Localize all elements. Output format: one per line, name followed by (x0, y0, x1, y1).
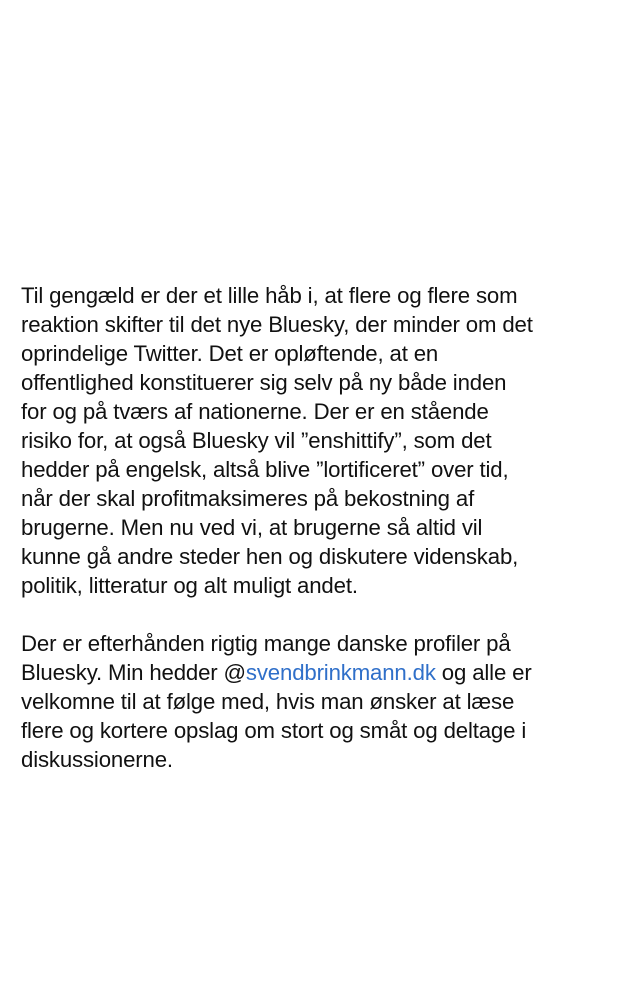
text-line: flere og kortere opslag om stort og småt og deltage i (21, 718, 527, 743)
text-line: diskussionerne. (21, 747, 173, 772)
text-segment: Bluesky. Min hedder @ (21, 660, 246, 685)
text-line: når der skal profitmaksimeres på bekostning af (21, 486, 475, 511)
text-line: for og på tværs af nationerne. Der er en stående (21, 399, 489, 424)
text-line: oprindelige Twitter. Det er opløftende, at en (21, 341, 439, 366)
text-line: reaktion skifter til det nye Bluesky, der minder om det (21, 312, 533, 337)
text-line: velkomne til at følge med, hvis man ønsker at læse (21, 689, 515, 714)
profile-link[interactable]: svendbrinkmann.dk (245, 660, 436, 685)
text-segment: og alle er (435, 660, 532, 685)
text-line-with-link (21, 658, 621, 687)
paragraph-2 (21, 629, 621, 774)
paragraph-1 (21, 281, 621, 600)
article-body (21, 281, 621, 774)
text-line: brugerne. Men nu ved vi, at brugerne så altid vil (21, 515, 483, 540)
text-line: politik, litteratur og alt muligt andet. (21, 573, 358, 598)
text-line: kunne gå andre steder hen og diskutere videnskab, (21, 544, 519, 569)
text-line: Der er efterhånden rigtig mange danske profiler på (21, 631, 511, 656)
text-line: Til gengæld er der et lille håb i, at flere og flere som (21, 283, 518, 308)
text-line: hedder på engelsk, altså blive ”lortificeret” over tid, (21, 457, 509, 482)
text-line: risiko for, at også Bluesky vil ”enshittify”, som det (21, 428, 492, 453)
text-line: offentlighed konstituerer sig selv på ny både inden (21, 370, 507, 395)
